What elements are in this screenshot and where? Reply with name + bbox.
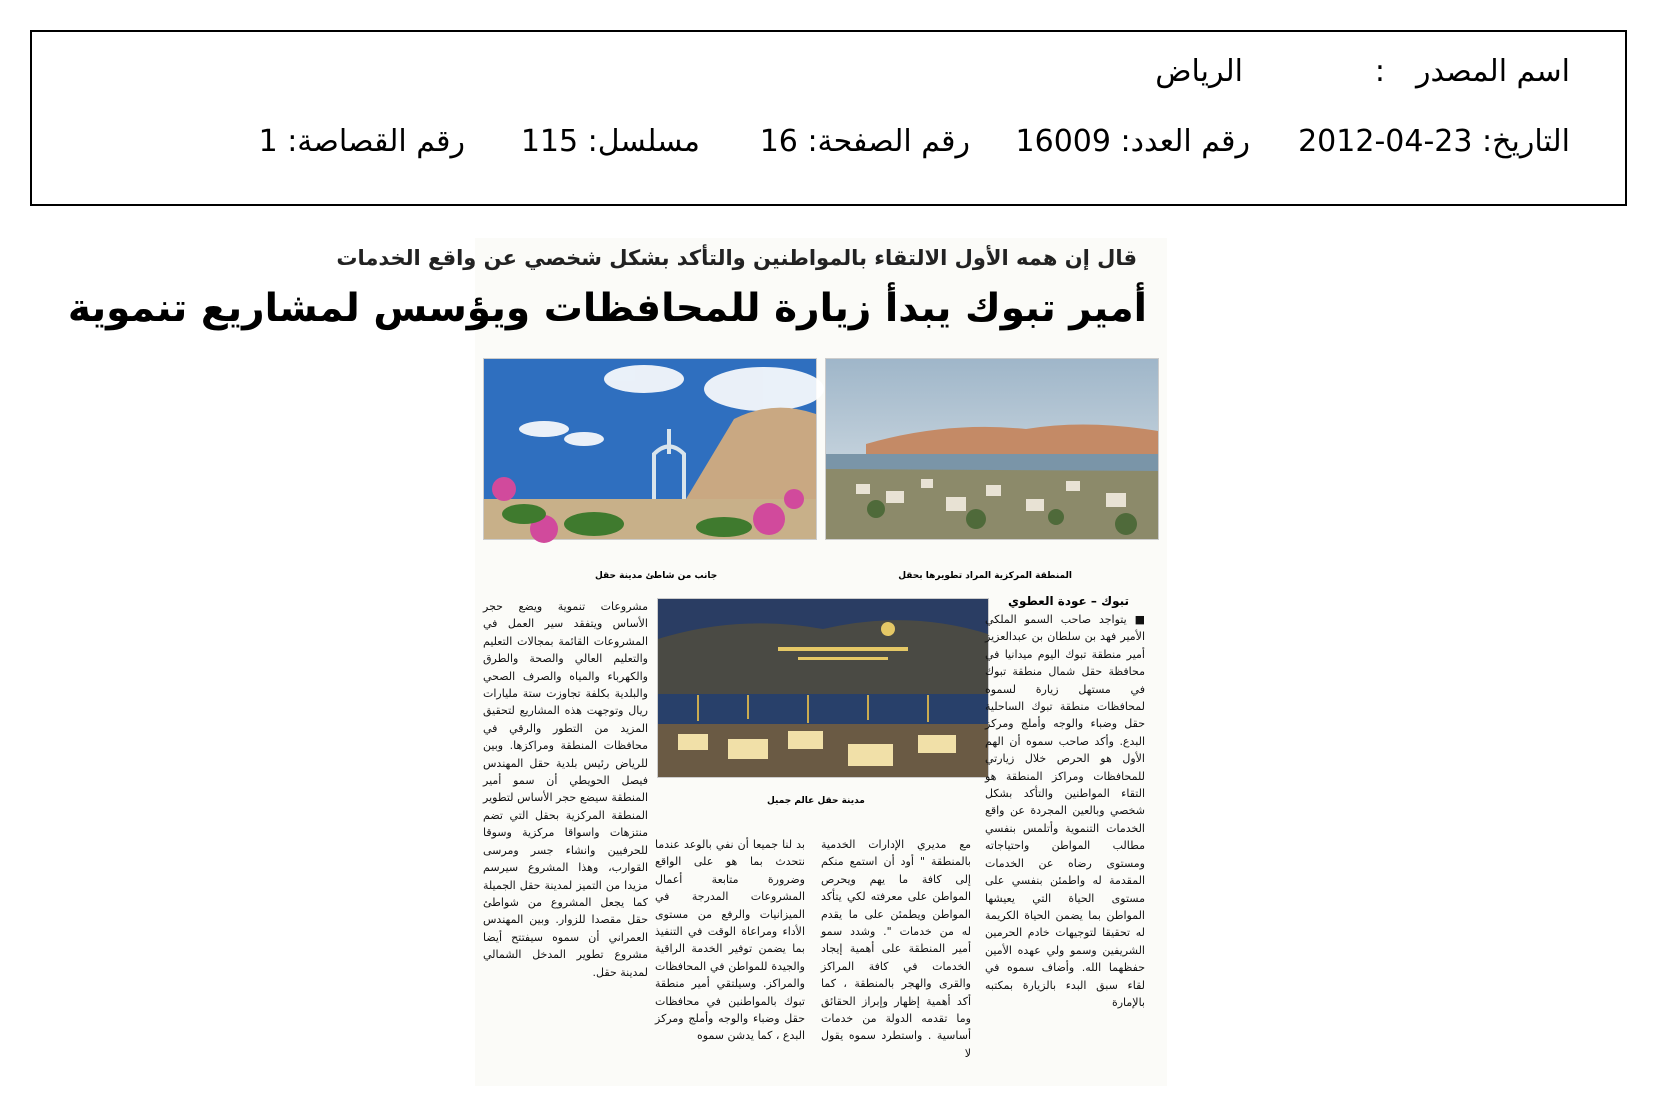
article-column-1 <box>985 611 1145 1011</box>
article-text-1: ■ يتواجد صاحب السمو الملكي الأمير فهد بن سلطان بن عبدالعزيز أمير منطقة تبوك اليوم ميدانيا في محافظة حقل شمال منطقة تبوك في مستهل زيارة لسموه لمحافظات منطقة تبوك الساحلية حقل وضباء والوجه وأملج ومركز البدع. وأكد صاحب سموه أن الهم الأول هو الحرص خلال زيارتي للمحافظات ومراكز المنطقة هو التقاء المواطنين والتأكد بشكل شخصي وبالعين المجردة عن واقع الخدمات التنموية وأتلمس بنفسي مطالب المواطن واحتياجاته ومستوى رضاه عن الخدمات المقدمة له واطمئن بنفسي على مستوى الحياة التي يعيشها المواطن بما يضمن الحياة الكريمة له تحقيقا لتوجيهات خادم الحرمين الشريفين وسمو ولي عهده الأمين حفظهما الله. وأضاف سموه في لقاء سبق البدء بالزيارة بمكتبه بالإمارة <box>985 613 1145 1009</box>
newspaper-clipping <box>67 238 1167 1086</box>
photo-coastal-town <box>825 358 1159 540</box>
article-text-3: بد لنا جميعا أن نفي بالوعد عندما نتحدث بما هو على الواقع وضرورة متابعة أعمال المشروعات المدرجة في الميزانيات والرفع من مستوى الأداء ومراعاة الوقت في التنفيذ بما يضمن توفير الخدمة الراقية والجيدة للمواطن في المحافظات والمراكز. وسيلتقي أمير منطقة تبوك بالمواطنين في محافظات حقل وضباء والوجه وأملج ومركز البدع ، كما يدشن سموه <box>655 838 805 1043</box>
page-number-field: رقم الصفحة: 16 <box>759 124 970 159</box>
serial-field: مسلسل: 115 <box>520 124 700 159</box>
photo-caption-left: جانب من شاطئ مدينة حقل <box>595 571 718 581</box>
photo-caption-right: المنطقة المركزية المراد تطويرها بحقل <box>898 571 1072 581</box>
source-separator: : <box>1374 54 1385 89</box>
photo-caption-mid: مدينة حقل عالم جميل <box>767 796 865 806</box>
article-headline: أمير تبوك يبدأ زيارة للمحافظات ويؤسس لمشاريع تنموية <box>67 286 1147 331</box>
article-text-4: مشروعات تنموية ويضع حجر الأساس ويتفقد سير العمل في المشروعات القائمة بمجالات التعليم والتعليم العالي والصحة والطرق والكهرباء والمياه والصرف الصحي والبلدية بكلفة تجاوزت ستة مليارات ريال وتوجهت هذه المشاريع لتحقيق المزيد من التطور والرقي في محافظات المنطقة ومراكزها. وبين للرياض رئيس بلدية حقل المهندس فيصل الحويطي أن سمو أمير المنطقة سيضع حجر الأساس لتطوير المنطقة المركزية بحقل التي تضم منتزهات واسواقا مركزية وسوقا للحرفيين وانشاء جسر ومرسى القوارب، وهذا المشروع سيرسم مزيدا من التميز لمدينة حقل الجميلة كما يجعل المشروع من شواطئ حقل مقصدا للزوار. وبين المهندس العمراني أن سموه سيفتتح أيضا مشروع تطوير المدخل الشمالي لمدينة حقل. <box>483 600 648 979</box>
article-text-2: مع مديري الإدارات الخدمية بالمنطقة " أود أن استمع منكم إلى كافة ما يهم ويحرص المواطن على معرفته لكي يتأكد المواطن ويطمئن على ما يقدم له من خدمات ". وشدد سمو أمير المنطقة على أهمية إيجاد الخدمات في كافة المراكز والقرى والهجر بالمنطقة ، كما أكد أهمية إظهار وإبراز الحقائق وما تقدمه الدولة من خدمات أساسية . واستطرد سموه يقول لا <box>821 838 971 1060</box>
photo-night-city <box>657 598 989 778</box>
source-value: الرياض <box>1155 54 1243 89</box>
article-column-2 <box>821 836 971 1062</box>
article-kicker: قال إن همه الأول الالتقاء بالمواطنين والتأكد بشكل شخصي عن واقع الخدمات <box>336 246 1137 270</box>
clipping-header <box>30 30 1627 206</box>
source-label: اسم المصدر <box>1415 54 1570 89</box>
photo-beach-flowers <box>483 358 817 540</box>
article-column-4 <box>483 598 648 981</box>
article-byline: تبوك – عودة العطوي <box>1007 594 1129 608</box>
issue-number-field: رقم العدد: 16009 <box>1015 124 1250 159</box>
clip-number-field: رقم القصاصة: 1 <box>258 124 465 159</box>
article-column-3 <box>655 836 805 1045</box>
date-field: التاريخ: 23-04-2012 <box>1298 124 1570 159</box>
